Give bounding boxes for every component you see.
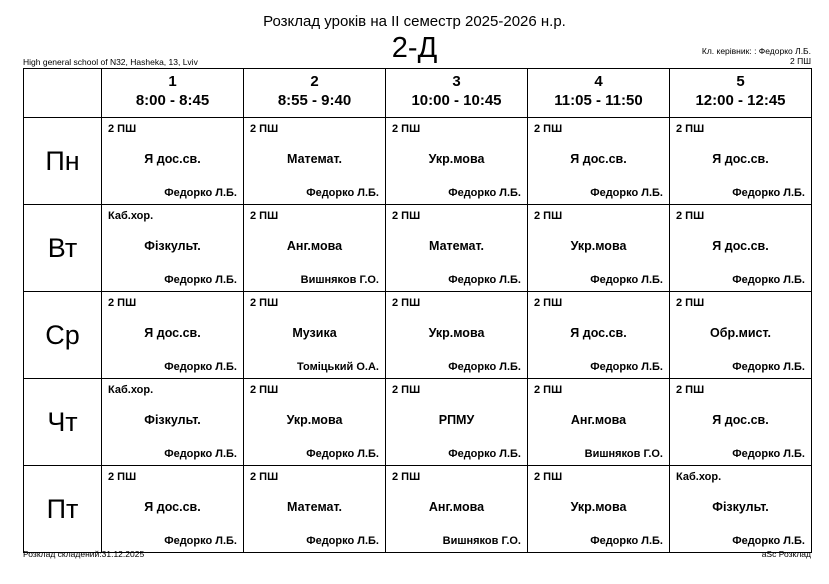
period-time: 11:05 - 11:50 [554,92,643,109]
lesson-room: 2 ПШ [250,123,279,135]
lesson-cell [670,466,812,553]
period-number: 2 [310,73,319,90]
lesson-subject: Анг.мова [286,239,343,253]
lesson-room: 2 ПШ [108,297,137,309]
lesson-teacher: Федорко Л.Б. [590,274,663,286]
lesson-subject: Математ. [287,152,342,166]
lesson-cell [386,205,528,292]
lesson-teacher: Федорко Л.Б. [448,274,521,286]
lesson-teacher: Федорко Л.Б. [306,535,379,547]
lesson-cell [102,379,244,466]
lesson-teacher: Федорко Л.Б. [590,187,663,199]
lesson-cell [528,118,670,205]
lesson-cell [528,379,670,466]
lesson-room: 2 ПШ [676,384,705,396]
home-room: 2 ПШ [790,55,811,66]
lesson-cell [528,292,670,379]
lesson-teacher: Федорко Л.Б. [306,187,379,199]
period-header-row [24,69,812,118]
lesson-teacher: Федорко Л.Б. [164,361,237,373]
lesson-subject: Я дос.св. [712,152,769,166]
corner-cell [24,69,102,118]
lesson-subject: Я дос.св. [144,152,201,166]
lesson-cell [386,379,528,466]
lesson-cell [102,466,244,553]
lesson-teacher: Федорко Л.Б. [732,535,805,547]
lesson-cell [670,205,812,292]
lesson-room: Каб.хор. [108,210,154,222]
lesson-subject: Я дос.св. [712,239,769,253]
lesson-teacher: Федорко Л.Б. [164,448,237,460]
day-label: Вт [24,205,102,292]
day-label: Чт [24,379,102,466]
day-row [24,205,812,292]
lesson-cell [244,205,386,292]
lesson-teacher: Федорко Л.Б. [306,448,379,460]
period-time: 12:00 - 12:45 [695,92,786,109]
day-row [24,379,812,466]
period-header [386,69,528,118]
lesson-cell [386,118,528,205]
lesson-subject: Фізкульт. [144,413,201,427]
lesson-subject: Математ. [429,239,484,253]
lesson-cell [244,379,386,466]
lesson-subject: Музика [292,326,337,340]
period-header [102,69,244,118]
lesson-cell [528,466,670,553]
lesson-room: 2 ПШ [108,123,137,135]
lesson-cell [386,466,528,553]
lesson-room: Каб.хор. [108,384,154,396]
lesson-room: 2 ПШ [676,210,705,222]
lesson-room: 2 ПШ [250,384,279,396]
period-header [244,69,386,118]
lesson-subject: Я дос.св. [144,500,201,514]
period-number: 4 [594,73,603,90]
lesson-cell [528,205,670,292]
period-time: 10:00 - 10:45 [411,92,502,109]
document-title: Розклад уроків на ІІ семестр 2025-2026 н.р. [263,13,566,30]
lesson-room: 2 ПШ [392,210,421,222]
lesson-subject: Я дос.св. [144,326,201,340]
lesson-room: 2 ПШ [108,471,137,483]
software-name: aSc Розклад [761,549,811,559]
timetable-grid [23,68,812,553]
period-number: 1 [168,73,177,90]
lesson-room: 2 ПШ [534,210,563,222]
lesson-teacher: Федорко Л.Б. [448,361,521,373]
lesson-room: 2 ПШ [250,471,279,483]
lesson-subject: Укр.мова [570,500,627,514]
period-number: 3 [452,73,461,90]
created-date: Розклад складений:31.12.2025 [23,549,145,559]
period-time: 8:00 - 8:45 [135,92,210,109]
lesson-cell [670,118,812,205]
lesson-subject: Я дос.св. [570,152,627,166]
lesson-room: 2 ПШ [392,297,421,309]
lesson-room: 2 ПШ [534,297,563,309]
lesson-teacher: Федорко Л.Б. [164,274,237,286]
lesson-subject: РПМУ [438,413,475,427]
day-label: Пт [24,466,102,553]
lesson-subject: Анг.мова [428,500,485,514]
lesson-room: 2 ПШ [676,297,705,309]
lesson-teacher: Вишняков Г.О. [300,274,379,286]
lesson-teacher: Федорко Л.Б. [590,535,663,547]
lesson-cell [102,205,244,292]
lesson-teacher: Федорко Л.Б. [732,448,805,460]
lesson-subject: Фізкульт. [144,239,201,253]
lesson-subject: Обр.мист. [710,326,771,340]
lesson-teacher: Вишняков Г.О. [584,448,663,460]
lesson-teacher: Федорко Л.Б. [164,187,237,199]
lesson-room: 2 ПШ [534,384,563,396]
class-teacher-info [702,47,811,66]
lesson-room: 2 ПШ [392,471,421,483]
school-name: High general school of N32, Hasheka, 13, Lviv [23,57,198,67]
lesson-teacher: Федорко Л.Б. [732,361,805,373]
lesson-room: 2 ПШ [250,297,279,309]
lesson-room: 2 ПШ [676,123,705,135]
lesson-subject: Укр.мова [428,152,485,166]
day-row [24,292,812,379]
lesson-subject: Укр.мова [286,413,343,427]
lesson-teacher: Федорко Л.Б. [164,535,237,547]
lesson-cell [244,292,386,379]
lesson-subject: Фізкульт. [712,500,769,514]
lesson-room: 2 ПШ [392,123,421,135]
lesson-teacher: Федорко Л.Б. [448,448,521,460]
lesson-teacher: Федорко Л.Б. [590,361,663,373]
lesson-subject: Укр.мова [428,326,485,340]
lesson-cell [386,292,528,379]
period-time: 8:55 - 9:40 [277,92,352,109]
lesson-subject: Укр.мова [570,239,627,253]
lesson-room: Каб.хор. [676,471,722,483]
lesson-subject: Я дос.св. [570,326,627,340]
lesson-room: 2 ПШ [392,384,421,396]
day-row [24,466,812,553]
lesson-cell [102,118,244,205]
period-number: 5 [736,73,745,90]
lesson-room: 2 ПШ [250,210,279,222]
lesson-cell [670,292,812,379]
lesson-teacher: Федорко Л.Б. [732,187,805,199]
lesson-subject: Я дос.св. [712,413,769,427]
lesson-cell [244,118,386,205]
day-label: Ср [24,292,102,379]
lesson-teacher: Федорко Л.Б. [732,274,805,286]
lesson-room: 2 ПШ [534,123,563,135]
day-row [24,118,812,205]
lesson-teacher: Федорко Л.Б. [448,187,521,199]
lesson-room: 2 ПШ [534,471,563,483]
lesson-cell [670,379,812,466]
class-name: 2-Д [391,32,438,64]
period-header [528,69,670,118]
lesson-subject: Математ. [287,500,342,514]
lesson-cell [102,292,244,379]
day-label: Пн [24,118,102,205]
lesson-cell [244,466,386,553]
lesson-teacher: Томіцький О.А. [296,361,379,373]
period-header [670,69,812,118]
lesson-teacher: Вишняков Г.О. [442,535,521,547]
class-teacher: Кл. керівник: : Федорко Л.Б. [701,46,811,56]
lesson-subject: Анг.мова [570,413,627,427]
